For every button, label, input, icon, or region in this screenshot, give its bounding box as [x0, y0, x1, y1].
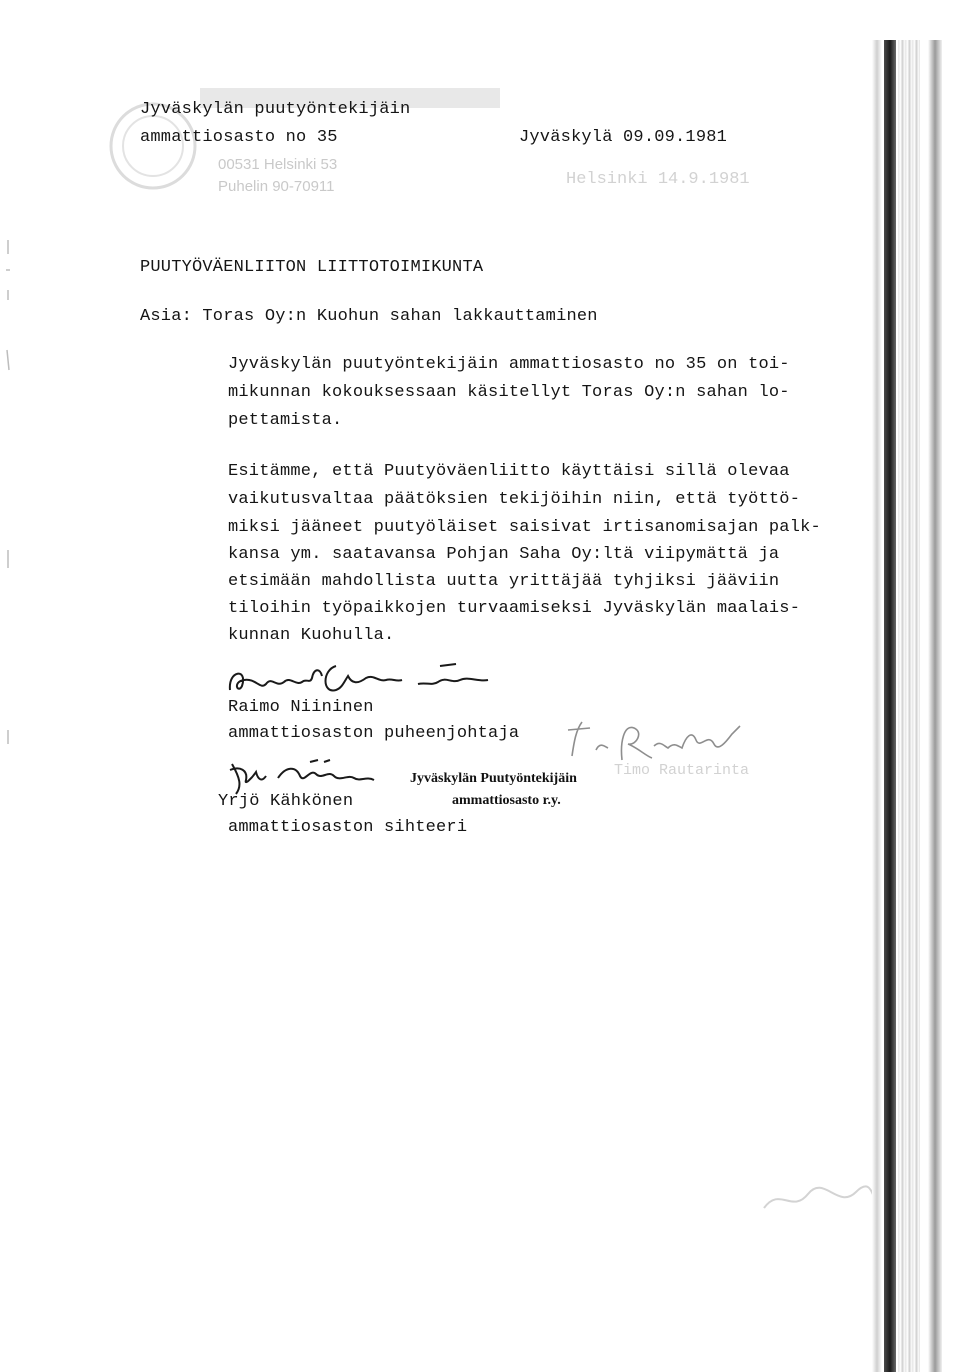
signature-yrjo-kahkonen: [226, 756, 386, 796]
show-through-received-date: Helsinki 14.9.1981: [566, 170, 750, 189]
paragraph1-line: pettamista.: [228, 411, 343, 430]
paragraph2-line: Esitämme, että Puutyöväenliitto käyttäisi sillä olevaa: [228, 462, 790, 481]
signer1-name: Raimo Niininen: [228, 698, 374, 717]
paragraph2-line: tiloihin työpaikkojen turvaamiseksi Jyväskylän maalais-: [228, 599, 801, 618]
sender-line2: ammattiosasto no 35: [140, 128, 338, 147]
stamp-line2: ammattiosasto r.y.: [452, 793, 561, 808]
signer1-title: ammattiosaston puheenjohtaja: [228, 724, 520, 743]
page-edge-dark: [884, 40, 896, 1372]
paragraph2-line: kunnan Kuohulla.: [228, 626, 395, 645]
show-through-address-line1: 00531 Helsinki 53: [218, 156, 338, 173]
subject-line: Asia: Toras Oy:n Kuohun sahan lakkauttaminen: [140, 307, 598, 326]
letter-date: Jyväskylä 09.09.1981: [519, 128, 728, 147]
page-edge-gray: [872, 40, 882, 1372]
paragraph2-line: vaikutusvaltaa päätöksien tekijöihin niin, että työttö-: [228, 490, 801, 509]
page-edge-light: [898, 40, 920, 1372]
recipient: PUUTYÖVÄENLIITON LIITTOTOIMIKUNTA: [140, 258, 484, 277]
paragraph2-line: etsimään mahdollista uutta yrittäjää tyhjiksi jääviin: [228, 572, 780, 591]
show-through-signer-name: Timo Rautarinta: [614, 762, 750, 779]
signer2-title: ammattiosaston sihteeri: [228, 818, 468, 837]
show-through-right-signature: [760, 1180, 880, 1220]
page-edge-outer: [928, 40, 942, 1372]
paragraph1-line: mikunnan kokouksessaan käsitellyt Toras Oy:n sahan lo-: [228, 383, 790, 402]
received-signature: [560, 712, 760, 772]
signature-raimo-niininen: [226, 660, 496, 700]
left-margin-marks: [0, 230, 20, 830]
paragraph2-line: kansa ym. saatavansa Pohjan Saha Oy:ltä viipymättä ja: [228, 545, 780, 564]
signer2-name: Yrjö Kähkönen: [218, 792, 354, 811]
stamp-line1: Jyväskylän Puutyöntekijäin: [410, 771, 577, 786]
paragraph1-line: Jyväskylän puutyöntekijäin ammattiosasto no 35 on toi-: [228, 355, 790, 374]
show-through-address-line2: Puhelin 90-70911: [218, 178, 335, 195]
sender-line1: Jyväskylän puutyöntekijäin: [140, 100, 411, 119]
paragraph2-line: miksi jääneet puutyöläiset saisivat irtisanomisajan palk-: [228, 518, 821, 537]
